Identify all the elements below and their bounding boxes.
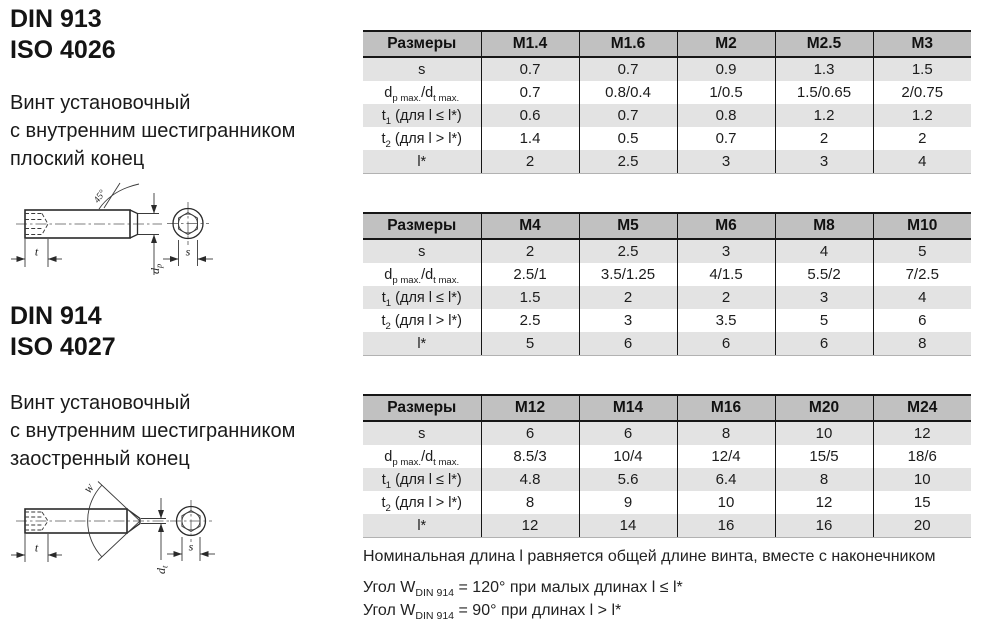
table-row	[363, 514, 971, 538]
description-line: с внутренним шестигранником	[10, 420, 296, 442]
angle-note-90	[363, 602, 622, 623]
cone-angle-label: W	[84, 483, 97, 496]
table-row	[363, 263, 971, 286]
value-cell: 4	[775, 239, 873, 263]
table-corner-header: Размеры	[363, 31, 481, 57]
cone-point-screw-drawing	[8, 466, 243, 606]
value-cell: 8	[873, 332, 971, 356]
description-line: заостренный конец	[10, 448, 190, 470]
table-row	[363, 286, 971, 309]
subscript-text: t max.	[433, 456, 460, 468]
value-cell: 3	[775, 286, 873, 309]
chamfer-angle-label: 45°	[92, 188, 109, 206]
iso4026-standard: ISO 4026	[10, 36, 116, 64]
value-cell: 5	[481, 332, 579, 356]
value-cell: 12	[873, 421, 971, 445]
value-cell: 0.7	[579, 104, 677, 127]
value-cell: 5.6	[579, 468, 677, 491]
subscript-text: 1	[385, 115, 392, 127]
dimensions-table	[363, 212, 971, 356]
value-cell: 1.2	[873, 104, 971, 127]
value-cell: 10	[775, 421, 873, 445]
row-label	[363, 309, 481, 332]
size-column-header: M2	[677, 31, 775, 57]
value-cell: 0.7	[579, 57, 677, 81]
size-column-header: M4	[481, 213, 579, 239]
row-label	[363, 57, 481, 81]
value-cell: 3	[677, 150, 775, 174]
value-cell: 14	[579, 514, 677, 538]
text-segment: Угол W	[363, 579, 416, 596]
value-cell: 0.9	[677, 57, 775, 81]
dimension-s	[167, 537, 215, 561]
row-label	[363, 81, 481, 104]
hex-size-label: s	[188, 539, 194, 554]
value-cell: 16	[775, 514, 873, 538]
size-column-header: M6	[677, 213, 775, 239]
value-cell: 2.5	[579, 239, 677, 263]
value-cell: 6.4	[677, 468, 775, 491]
value-cell: 12	[481, 514, 579, 538]
table-corner-header: Размеры	[363, 395, 481, 421]
text-segment: = 120° при малых длинах l ≤ l*	[454, 579, 683, 596]
value-cell: 8	[481, 491, 579, 514]
table-row	[363, 57, 971, 81]
value-cell: 2.5/1	[481, 263, 579, 286]
subscript-text: 1	[385, 297, 392, 309]
value-cell: 8	[775, 468, 873, 491]
row-label	[363, 104, 481, 127]
row-label	[363, 468, 481, 491]
row-label	[363, 239, 481, 263]
description-line: Винт установочный	[10, 392, 191, 414]
text-segment: = 90° при длинах l > l*	[454, 602, 622, 619]
length-note: Номинальная длина l равняется общей длине винта, вместе с наконечником	[363, 548, 936, 565]
text-segment: (для l ≤ l*)	[391, 289, 462, 306]
table-row	[363, 421, 971, 445]
value-cell: 6	[677, 332, 775, 356]
table-row	[363, 468, 971, 491]
value-cell: 18/6	[873, 445, 971, 468]
text-segment: t	[381, 494, 386, 511]
value-cell: 0.5	[579, 127, 677, 150]
cone-angle-annotation	[84, 482, 140, 561]
value-cell: 2	[775, 127, 873, 150]
subscript-text: t max.	[433, 92, 460, 104]
size-column-header: M16	[677, 395, 775, 421]
iso4027-standard: ISO 4027	[10, 333, 116, 361]
dimension-dt	[141, 498, 170, 574]
din914-description	[10, 389, 295, 473]
value-cell: 8.5/3	[481, 445, 579, 468]
value-cell: 3	[775, 150, 873, 174]
text-segment: d	[384, 84, 393, 101]
dimensions-table	[363, 30, 971, 174]
row-label	[363, 514, 481, 538]
value-cell: 0.8	[677, 104, 775, 127]
dimension-dp	[138, 193, 164, 275]
text-segment: (для l ≤ l*)	[391, 107, 462, 124]
value-cell: 15	[873, 491, 971, 514]
value-cell: 1/0.5	[677, 81, 775, 104]
table-row	[363, 81, 971, 104]
size-column-header: M1.4	[481, 31, 579, 57]
value-cell: 10	[677, 491, 775, 514]
table-row	[363, 445, 971, 468]
end-view	[167, 500, 215, 561]
text-segment: /d	[421, 448, 434, 465]
row-label	[363, 127, 481, 150]
angle-note-120	[363, 579, 683, 600]
value-cell: 2	[873, 127, 971, 150]
socket-depth-label: t	[34, 540, 39, 555]
value-cell: 15/5	[775, 445, 873, 468]
value-cell: 2.5	[481, 309, 579, 332]
subscript-text: p max.	[392, 274, 422, 286]
value-cell: 3	[677, 239, 775, 263]
size-column-header: M12	[481, 395, 579, 421]
size-column-header: M20	[775, 395, 873, 421]
value-cell: 2	[481, 239, 579, 263]
text-segment: t	[381, 471, 386, 488]
value-cell: 3.5	[677, 309, 775, 332]
text-segment: (для l ≤ l*)	[391, 471, 462, 488]
value-cell: 4/1.5	[677, 263, 775, 286]
description-line: с внутренним шестигранником	[10, 120, 296, 142]
dimensions-table	[363, 394, 971, 538]
value-cell: 16	[677, 514, 775, 538]
row-label	[363, 150, 481, 174]
value-cell: 0.7	[481, 81, 579, 104]
row-label	[363, 445, 481, 468]
table-row	[363, 491, 971, 514]
value-cell: 1.5/0.65	[775, 81, 873, 104]
value-cell: 8	[677, 421, 775, 445]
table-corner-header: Размеры	[363, 213, 481, 239]
value-cell: 1.5	[873, 57, 971, 81]
size-column-header: M3	[873, 31, 971, 57]
din913-description	[10, 89, 295, 173]
flat-point-screw-drawing	[8, 180, 243, 302]
text-segment: s	[418, 425, 426, 442]
row-label	[363, 332, 481, 356]
table-row	[363, 309, 971, 332]
value-cell: 7/2.5	[873, 263, 971, 286]
subscript-text: p max.	[392, 456, 422, 468]
row-label	[363, 286, 481, 309]
value-cell: 4.8	[481, 468, 579, 491]
value-cell: 1.2	[775, 104, 873, 127]
text-segment: /d	[421, 84, 434, 101]
text-segment: l*	[417, 335, 427, 352]
value-cell: 0.7	[677, 127, 775, 150]
subscript-text: 1	[385, 479, 392, 491]
value-cell: 4	[873, 286, 971, 309]
text-segment: t	[381, 107, 386, 124]
value-cell: 2/0.75	[873, 81, 971, 104]
size-column-header: M5	[579, 213, 677, 239]
value-cell: 4	[873, 150, 971, 174]
subscript-text: DIN 914	[415, 610, 455, 623]
value-cell: 9	[579, 491, 677, 514]
size-column-header: M1.6	[579, 31, 677, 57]
value-cell: 2.5	[579, 150, 677, 174]
subscript-text: DIN 914	[415, 587, 455, 600]
value-cell: 6	[579, 421, 677, 445]
row-label	[363, 421, 481, 445]
value-cell: 6	[775, 332, 873, 356]
row-label	[363, 263, 481, 286]
table-row	[363, 332, 971, 356]
text-segment: d	[384, 266, 393, 283]
dimension-t	[11, 239, 62, 267]
dimensions-table-m12-m24	[363, 394, 971, 538]
text-segment: t	[381, 312, 386, 329]
subscript-text: 2	[385, 502, 391, 514]
value-cell: 1.4	[481, 127, 579, 150]
subscript-text: 2	[385, 320, 391, 332]
subscript-text: t max.	[433, 274, 460, 286]
value-cell: 5.5/2	[775, 263, 873, 286]
din913-standard: DIN 913	[10, 5, 102, 33]
value-cell: 1.3	[775, 57, 873, 81]
text-segment: (для l > l*)	[390, 130, 462, 147]
subscript-text: 2	[385, 138, 391, 150]
end-view	[163, 202, 213, 266]
din914-standard: DIN 914	[10, 302, 102, 330]
hex-size-label: s	[185, 244, 191, 259]
value-cell: 6	[873, 309, 971, 332]
dimension-s	[163, 240, 213, 266]
size-column-header: M2.5	[775, 31, 873, 57]
dimensions-table-m4-m10	[363, 212, 971, 356]
side-view	[11, 482, 170, 575]
value-cell: 2	[481, 150, 579, 174]
value-cell: 5	[873, 239, 971, 263]
text-segment: l*	[417, 153, 427, 170]
size-column-header: M14	[579, 395, 677, 421]
value-cell: 20	[873, 514, 971, 538]
side-view	[11, 183, 164, 275]
socket-depth-label: t	[34, 244, 39, 259]
value-cell: 2	[579, 286, 677, 309]
value-cell: 3.5/1.25	[579, 263, 677, 286]
text-segment: s	[418, 243, 426, 260]
text-segment: t	[381, 289, 386, 306]
text-segment: /d	[421, 266, 434, 283]
text-segment: l*	[417, 517, 427, 534]
text-segment: t	[381, 130, 386, 147]
subscript-text: p max.	[392, 92, 422, 104]
size-column-header: M24	[873, 395, 971, 421]
value-cell: 0.6	[481, 104, 579, 127]
chamfer-angle-annotation	[92, 183, 139, 209]
value-cell: 0.8/0.4	[579, 81, 677, 104]
size-column-header: M10	[873, 213, 971, 239]
flat-diameter-label: $d_p$	[148, 263, 164, 274]
text-segment: (для l > l*)	[390, 494, 462, 511]
value-cell: 5	[775, 309, 873, 332]
value-cell: 0.7	[481, 57, 579, 81]
table-row	[363, 104, 971, 127]
value-cell: 6	[579, 332, 677, 356]
value-cell: 10	[873, 468, 971, 491]
value-cell: 12/4	[677, 445, 775, 468]
size-column-header: M8	[775, 213, 873, 239]
value-cell: 10/4	[579, 445, 677, 468]
din913-title	[10, 4, 116, 66]
value-cell: 2	[677, 286, 775, 309]
text-segment: (для l > l*)	[390, 312, 462, 329]
description-line: плоский конец	[10, 148, 145, 170]
table-row	[363, 239, 971, 263]
table-row	[363, 127, 971, 150]
value-cell: 3	[579, 309, 677, 332]
dimension-t	[11, 534, 62, 562]
value-cell: 1.5	[481, 286, 579, 309]
din914-title	[10, 301, 116, 363]
text-segment: Угол W	[363, 602, 416, 619]
text-segment: s	[418, 61, 426, 78]
value-cell: 6	[481, 421, 579, 445]
description-line: Винт установочный	[10, 92, 191, 114]
text-segment: d	[384, 448, 393, 465]
dimensions-table-m1_4-m3	[363, 30, 971, 174]
table-row	[363, 150, 971, 174]
row-label	[363, 491, 481, 514]
value-cell: 12	[775, 491, 873, 514]
tip-diameter-label: $d_t$	[154, 565, 170, 574]
